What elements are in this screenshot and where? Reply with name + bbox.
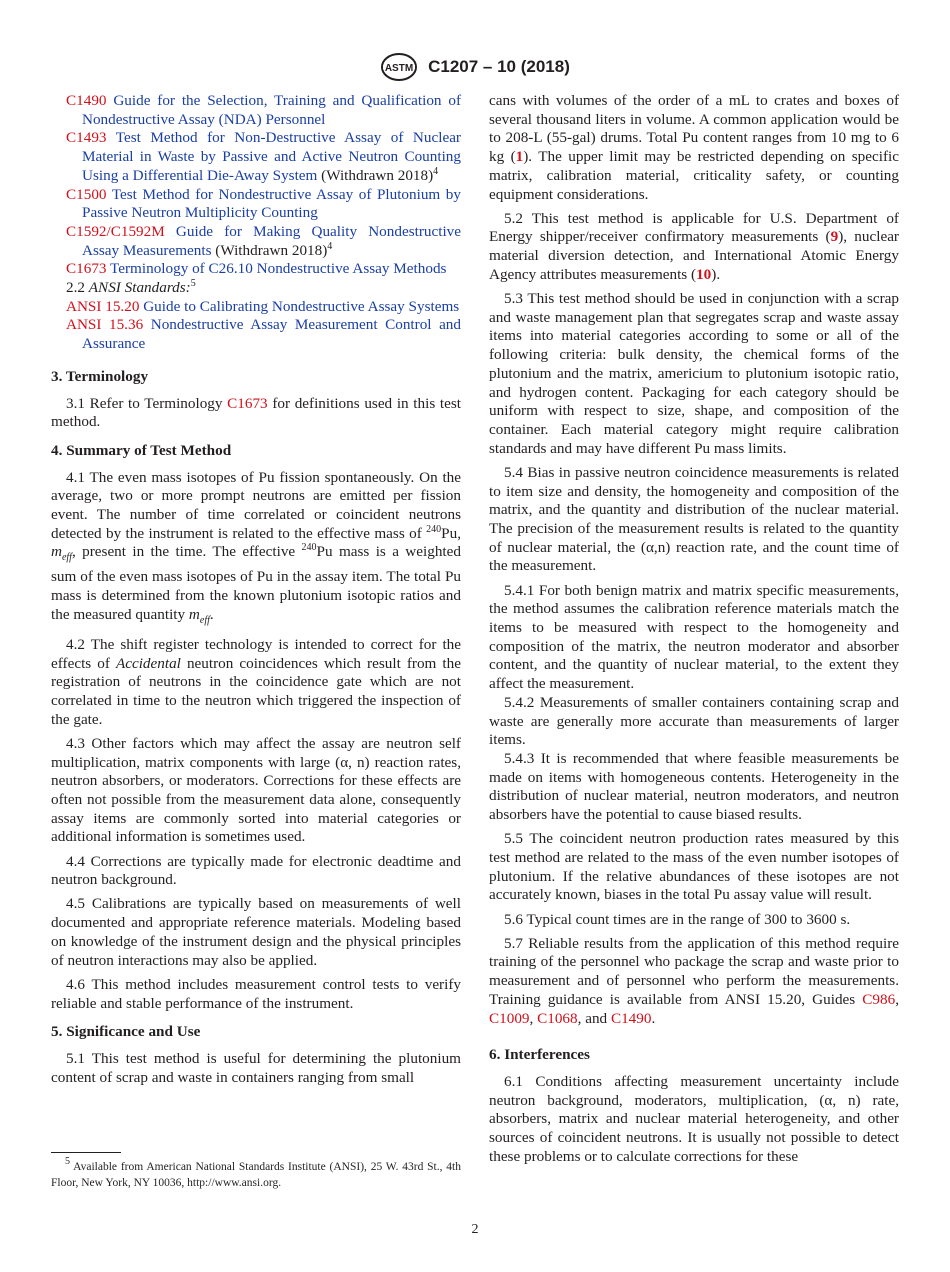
paragraph-4-3: 4.3 Other factors which may affect the assay are neutron self multiplication, matrix components with large (α, n) reaction rates, neutron absorbers, or moderators. Corrections for these effects are often not possible from the measurement data alone, consequently assay items are commonly sorted into material categories or additional information is sometimes used. bbox=[51, 734, 461, 846]
section-heading-interferences: 6. Interferences bbox=[489, 1046, 590, 1064]
reference-title[interactable]: Guide for the Selection, Training and Qualification of Nondestructive Assay (NDA) Personnel bbox=[82, 92, 461, 128]
paragraph-5-4-1: 5.4.1 For both benign matrix and matrix specific measurements, the method assumes the calibration reference materials match the items to be measured with respect to the homogeneity and composition of the matrix, the neutron moderator and absorber content, and the quantity of nuclear material, to the extent they affect the measurement. bbox=[489, 581, 899, 693]
ansi-standards-label: 2.2 ANSI Standards:$^5$ bbox=[66, 278, 196, 297]
paragraph-4-6: 4.6 This method includes measurement control tests to verify reliable and stable performance of the instrument. bbox=[51, 975, 461, 1012]
citation-9[interactable]: 9 bbox=[830, 228, 839, 246]
link-c1009[interactable]: C1009 bbox=[489, 1009, 530, 1027]
paragraph-6-1: 6.1 Conditions affecting measurement uncertainty include neutron background, moderators, multiplication, (α, n) rate, absorbers, matrix and nuclear material heterogeneity, and other sources of coincident neutrons. It is usually not possible to detect these problems or to calculate corrections for these bbox=[489, 1072, 899, 1165]
reference-c1493 bbox=[51, 129, 461, 185]
section-heading-terminology: 3. Terminology bbox=[51, 367, 149, 385]
reference-title[interactable]: Terminology of C26.10 Nondestructive Assay Methods bbox=[110, 260, 447, 278]
paragraph-5-2: 5.2 This test method is applicable for U.S. Department of Energy shipper/receiver confirmatory measurements (9), nuclear material diversion detection, and International Atomic Energy Agency attributes measurements (10). bbox=[489, 209, 899, 283]
paragraph-4-5: 4.5 Calibrations are typically based on measurements of well documented and appropriate reference materials. Modeling based on knowledge of the instrument design and the physical principles of neutron interactions may also be applied. bbox=[51, 895, 461, 969]
citation-1[interactable]: 1 bbox=[515, 148, 524, 166]
paragraph-4-2: 4.2 The shift register technology is intended to correct for the effects of Accidental neutron coincidences which result from the registration of neutrons in the coincidence gate which are not correlated in time to the neutron which triggered the inspection of the gate. bbox=[51, 635, 461, 728]
astm-logo-text: ASTM bbox=[384, 63, 414, 74]
link-c1490[interactable]: C1490 bbox=[610, 1009, 652, 1027]
paragraph-5-4: 5.4 Bias in passive neutron coincidence measurements is related to item size and density, the homogeneity and composition of the matrix, and the quantity and distribution of the nuclear material. The precision of the measurement results is related to the quantity of nuclear material, the (α,n) reaction rate, and the count time of the measurement. bbox=[489, 463, 899, 575]
paragraph-5-1-continued: cans with volumes of the order of a mL to crates and boxes of several thousand liters in volume. A common application would be to 208-L (55-gal) drums. Total Pu content ranges from 10 mg to 6 kg (1). The upper limit may be restricted depending on specific matrix, calibration material, criticality safety, or counting equipment considerations. bbox=[489, 92, 899, 203]
paragraph-3-1: 3.1 Refer to Terminology C1673 for definitions used in this test method. bbox=[51, 394, 461, 431]
link-c1673[interactable]: C1673 bbox=[227, 394, 268, 412]
footnote-marker: 4 bbox=[327, 240, 333, 252]
page-header bbox=[0, 52, 950, 82]
reference-c1592 bbox=[51, 223, 461, 260]
section-heading-significance: 5. Significance and Use bbox=[51, 1023, 201, 1041]
paragraph-5-4-2: 5.4.2 Measurements of smaller containers containing scrap and waste are generally more accurate than measurements of larger items. bbox=[489, 693, 899, 749]
document-designation: C1207 – 10 (2018) bbox=[428, 57, 570, 76]
reference-title[interactable]: Test Method for Non-Destructive Assay of Nuclear Material in Waste by Passive and Active Neutron Counting Using a Differential Die-Away System bbox=[82, 129, 461, 184]
reference-title[interactable]: Nondestructive Assay Measurement Control and Assurance bbox=[82, 316, 461, 353]
reference-c1500 bbox=[51, 186, 461, 223]
link-c1068[interactable]: C1068 bbox=[537, 1009, 578, 1027]
reference-title[interactable]: Test Method for Nondestructive Assay of Plutonium by Passive Neutron Multiplicity Counting bbox=[82, 185, 461, 222]
paragraph-5-3: 5.3 This test method should be used in conjunction with a scrap and waste management plan that segregates scrap and waste assay items into material categories according to some or all of the following criteria: bulk density, the chemical forms of the plutonium and the matrix, americium to plutonium isotopic ratio, and hydrogen content. Packaging for each category should be uniform with respect to size, shape, and composition of the container. Each material category might require calibration standards and may have different Pu mass limits. bbox=[489, 290, 899, 457]
page-number: 2 bbox=[471, 1222, 479, 1237]
reference-code[interactable]: C1493 bbox=[66, 129, 107, 147]
reference-note: (Withdrawn 2018) bbox=[317, 166, 434, 184]
reference-code[interactable]: C1490 bbox=[66, 92, 107, 109]
reference-c1673 bbox=[51, 260, 461, 279]
left-column bbox=[51, 92, 461, 1093]
reference-code[interactable]: ANSI 15.36 bbox=[66, 316, 144, 334]
citation-10[interactable]: 10 bbox=[696, 265, 712, 283]
link-c986[interactable]: C986 bbox=[862, 990, 896, 1008]
footnote-rule bbox=[51, 1152, 121, 1153]
reference-c1490 bbox=[51, 92, 461, 129]
paragraph-5-1-start: 5.1 This test method is useful for determining the plutonium content of scrap and waste in containers ranging from small bbox=[51, 1049, 461, 1086]
astm-logo-icon bbox=[380, 52, 418, 82]
reference-ansi-1536 bbox=[51, 316, 461, 353]
reference-ansi-1520 bbox=[51, 298, 461, 317]
reference-title[interactable]: Guide for Making Quality Nondestructive Assay Measurements bbox=[82, 222, 461, 259]
paragraph-5-5: 5.5 The coincident neutron production rates measured by this test method are related to the mass of the even number isotopes of plutonium. If the relative abundances of these isotopes are not accurately known, biases in the total Pu assay value will result. bbox=[489, 830, 899, 904]
paragraph-4-4: 4.4 Corrections are typically made for electronic deadtime and neutron background. bbox=[51, 852, 461, 889]
reference-code[interactable]: C1500 bbox=[66, 185, 107, 203]
paragraph-4-1: 4.1 The even mass isotopes of Pu fission spontaneously. On the average, two or more prompt neutrons are emitted per fission event. The number of time correlated or coincident neutrons detected by the instrument is related to the effective mass of $^{240}$Pu, $m_{eff}$, present in the time. The effective $^{240}$Pu mass is a weighted sum of the even mass isotopes of Pu in the assay item. The total Pu mass is determined from the known plutonium isotopic ratios and the measured quantity $m_{eff}$. bbox=[51, 468, 461, 626]
footnote-5: $^5$ Available from American National Standards Institute (ANSI), 25 W. 43rd St., 4th Floor, New York, NY 10036, http://www.ansi.org. bbox=[51, 1156, 461, 1189]
reference-note: (Withdrawn 2018) bbox=[211, 241, 328, 259]
paragraph-5-7: 5.7 Reliable results from the application of this method require training of the personnel who package the scrap and waste prior to measurement and of personnel who perform the measurements. Training guidance is available from ANSI 15.20, Guides C986, C1009, C1068, and C1490. bbox=[489, 934, 899, 1027]
reference-code[interactable]: C1592/C1592M bbox=[66, 222, 165, 240]
reference-title[interactable]: Guide to Calibrating Nondestructive Assay Systems bbox=[143, 297, 460, 315]
reference-code[interactable]: C1673 bbox=[66, 260, 107, 278]
right-column bbox=[489, 92, 899, 1172]
paragraph-5-4-3: 5.4.3 It is recommended that where feasible measurements be made on items with homogeneous contents. Heterogeneity in the distribution of nuclear material, neutron moderators, and neutron absorbers have the potential to cause biased results. bbox=[489, 749, 899, 824]
section-heading-summary: 4. Summary of Test Method bbox=[51, 441, 232, 459]
paragraph-5-6: 5.6 Typical count times are in the range of 300 to 3600 s. bbox=[504, 910, 851, 928]
reference-code[interactable]: ANSI 15.20 bbox=[66, 297, 140, 315]
footnote-marker: 4 bbox=[433, 165, 439, 177]
